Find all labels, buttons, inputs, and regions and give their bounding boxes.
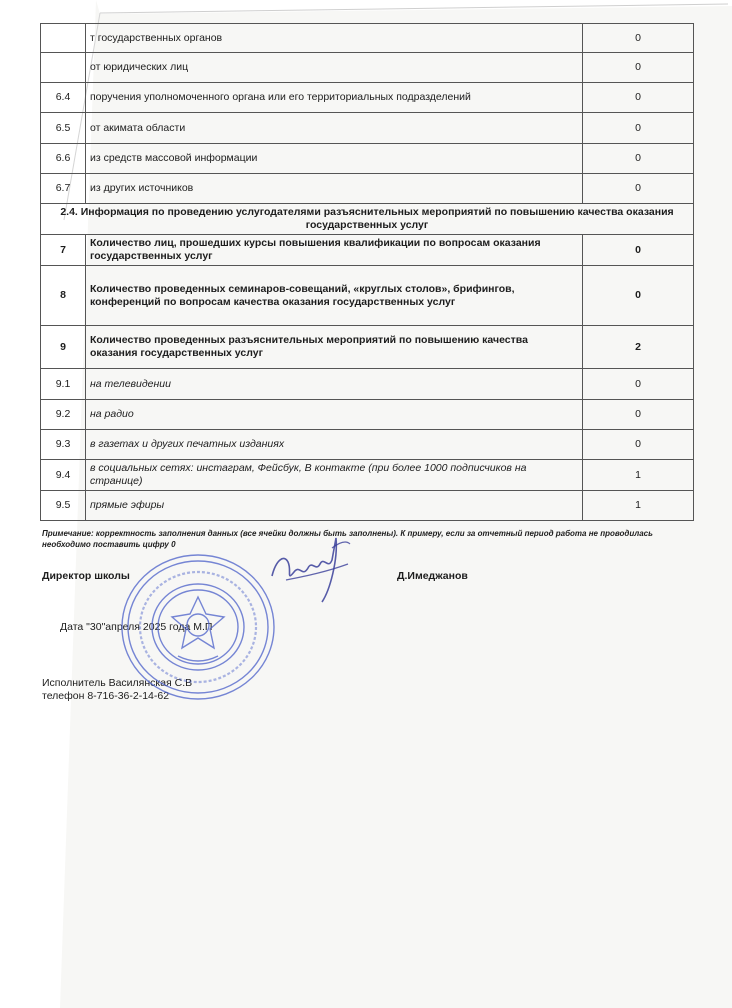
date-line: Дата "30"апреля 2025 года М.П	[60, 621, 213, 633]
row-value: 0	[583, 369, 694, 400]
row-value: 0	[583, 113, 694, 144]
row-label: из средств массовой информации	[86, 144, 583, 174]
row-number: 8	[41, 266, 86, 326]
section-header-row	[41, 204, 694, 235]
table-row	[41, 113, 694, 144]
row-value: 0	[583, 400, 694, 430]
row-label: от юридических лиц	[86, 53, 583, 83]
table-row	[41, 144, 694, 174]
row-label: в социальных сетях: инстаграм, Фейсбук, В контакте (при более 1000 подписчиков на странице)	[86, 460, 583, 491]
row-value: 0	[583, 266, 694, 326]
row-label: от акимата области	[86, 113, 583, 144]
row-value: 0	[583, 144, 694, 174]
table-row	[41, 24, 694, 53]
row-label: поручения уполномоченного органа или его территориальных подразделений	[86, 83, 583, 113]
row-value: 0	[583, 83, 694, 113]
executor-line: Исполнитель Василянская С.В	[42, 677, 193, 689]
row-number: 6.7	[41, 174, 86, 204]
row-value: 1	[583, 491, 694, 521]
row-number: 9.2	[41, 400, 86, 430]
table-row	[41, 235, 694, 266]
table-row	[41, 369, 694, 400]
row-label: на радио	[86, 400, 583, 430]
row-value: 0	[583, 53, 694, 83]
round-seal-stamp	[118, 552, 278, 702]
row-number	[41, 53, 86, 83]
row-label: т государственных органов	[86, 24, 583, 53]
table-row	[41, 400, 694, 430]
director-name: Д.Имеджанов	[397, 570, 468, 582]
row-number: 9.4	[41, 460, 86, 491]
row-label: Количество проведенных разъяснительных мероприятий по повышению качества оказания государственных услуг	[86, 326, 583, 369]
row-label: Количество проведенных семинаров-совещаний, «круглых столов», брифингов, конференций по вопросам качества оказания государственных услуг	[86, 266, 583, 326]
table-row	[41, 460, 694, 491]
table-row	[41, 430, 694, 460]
table-row	[41, 174, 694, 204]
table-row	[41, 266, 694, 326]
row-value: 0	[583, 174, 694, 204]
note-text: Примечание: корректность заполнения данных (все ячейки должны быть заполнены). К примеру, если за отчетный период работа не проводилась необходимо поставить цифру 0	[42, 529, 653, 549]
row-number: 9.5	[41, 491, 86, 521]
table-row	[41, 491, 694, 521]
row-label: прямые эфиры	[86, 491, 583, 521]
table-row	[41, 83, 694, 113]
row-number: 9	[41, 326, 86, 369]
row-value: 2	[583, 326, 694, 369]
row-value: 0	[583, 235, 694, 266]
table-row	[41, 326, 694, 369]
report-table	[40, 23, 694, 521]
row-number: 9.1	[41, 369, 86, 400]
row-value: 0	[583, 24, 694, 53]
row-number: 9.3	[41, 430, 86, 460]
row-number: 6.6	[41, 144, 86, 174]
section-header: 2.4. Информация по проведению услугодателями разъяснительных мероприятий по повышению качества оказания государственных услуг	[41, 204, 694, 235]
row-value: 1	[583, 460, 694, 491]
row-number: 7	[41, 235, 86, 266]
phone-line: телефон 8-716-36-2-14-62	[42, 690, 170, 702]
handwritten-signature	[266, 520, 356, 610]
row-label: Количество лиц, прошедших курсы повышения квалификации по вопросам оказания государственных услуг	[86, 235, 583, 266]
row-number: 6.5	[41, 113, 86, 144]
row-number: 6.4	[41, 83, 86, 113]
director-label: Директор школы	[42, 570, 130, 582]
row-label: на телевидении	[86, 369, 583, 400]
row-label: из других источников	[86, 174, 583, 204]
row-number	[41, 24, 86, 53]
table-row	[41, 53, 694, 83]
row-value: 0	[583, 430, 694, 460]
row-label: в газетах и других печатных изданиях	[86, 430, 583, 460]
